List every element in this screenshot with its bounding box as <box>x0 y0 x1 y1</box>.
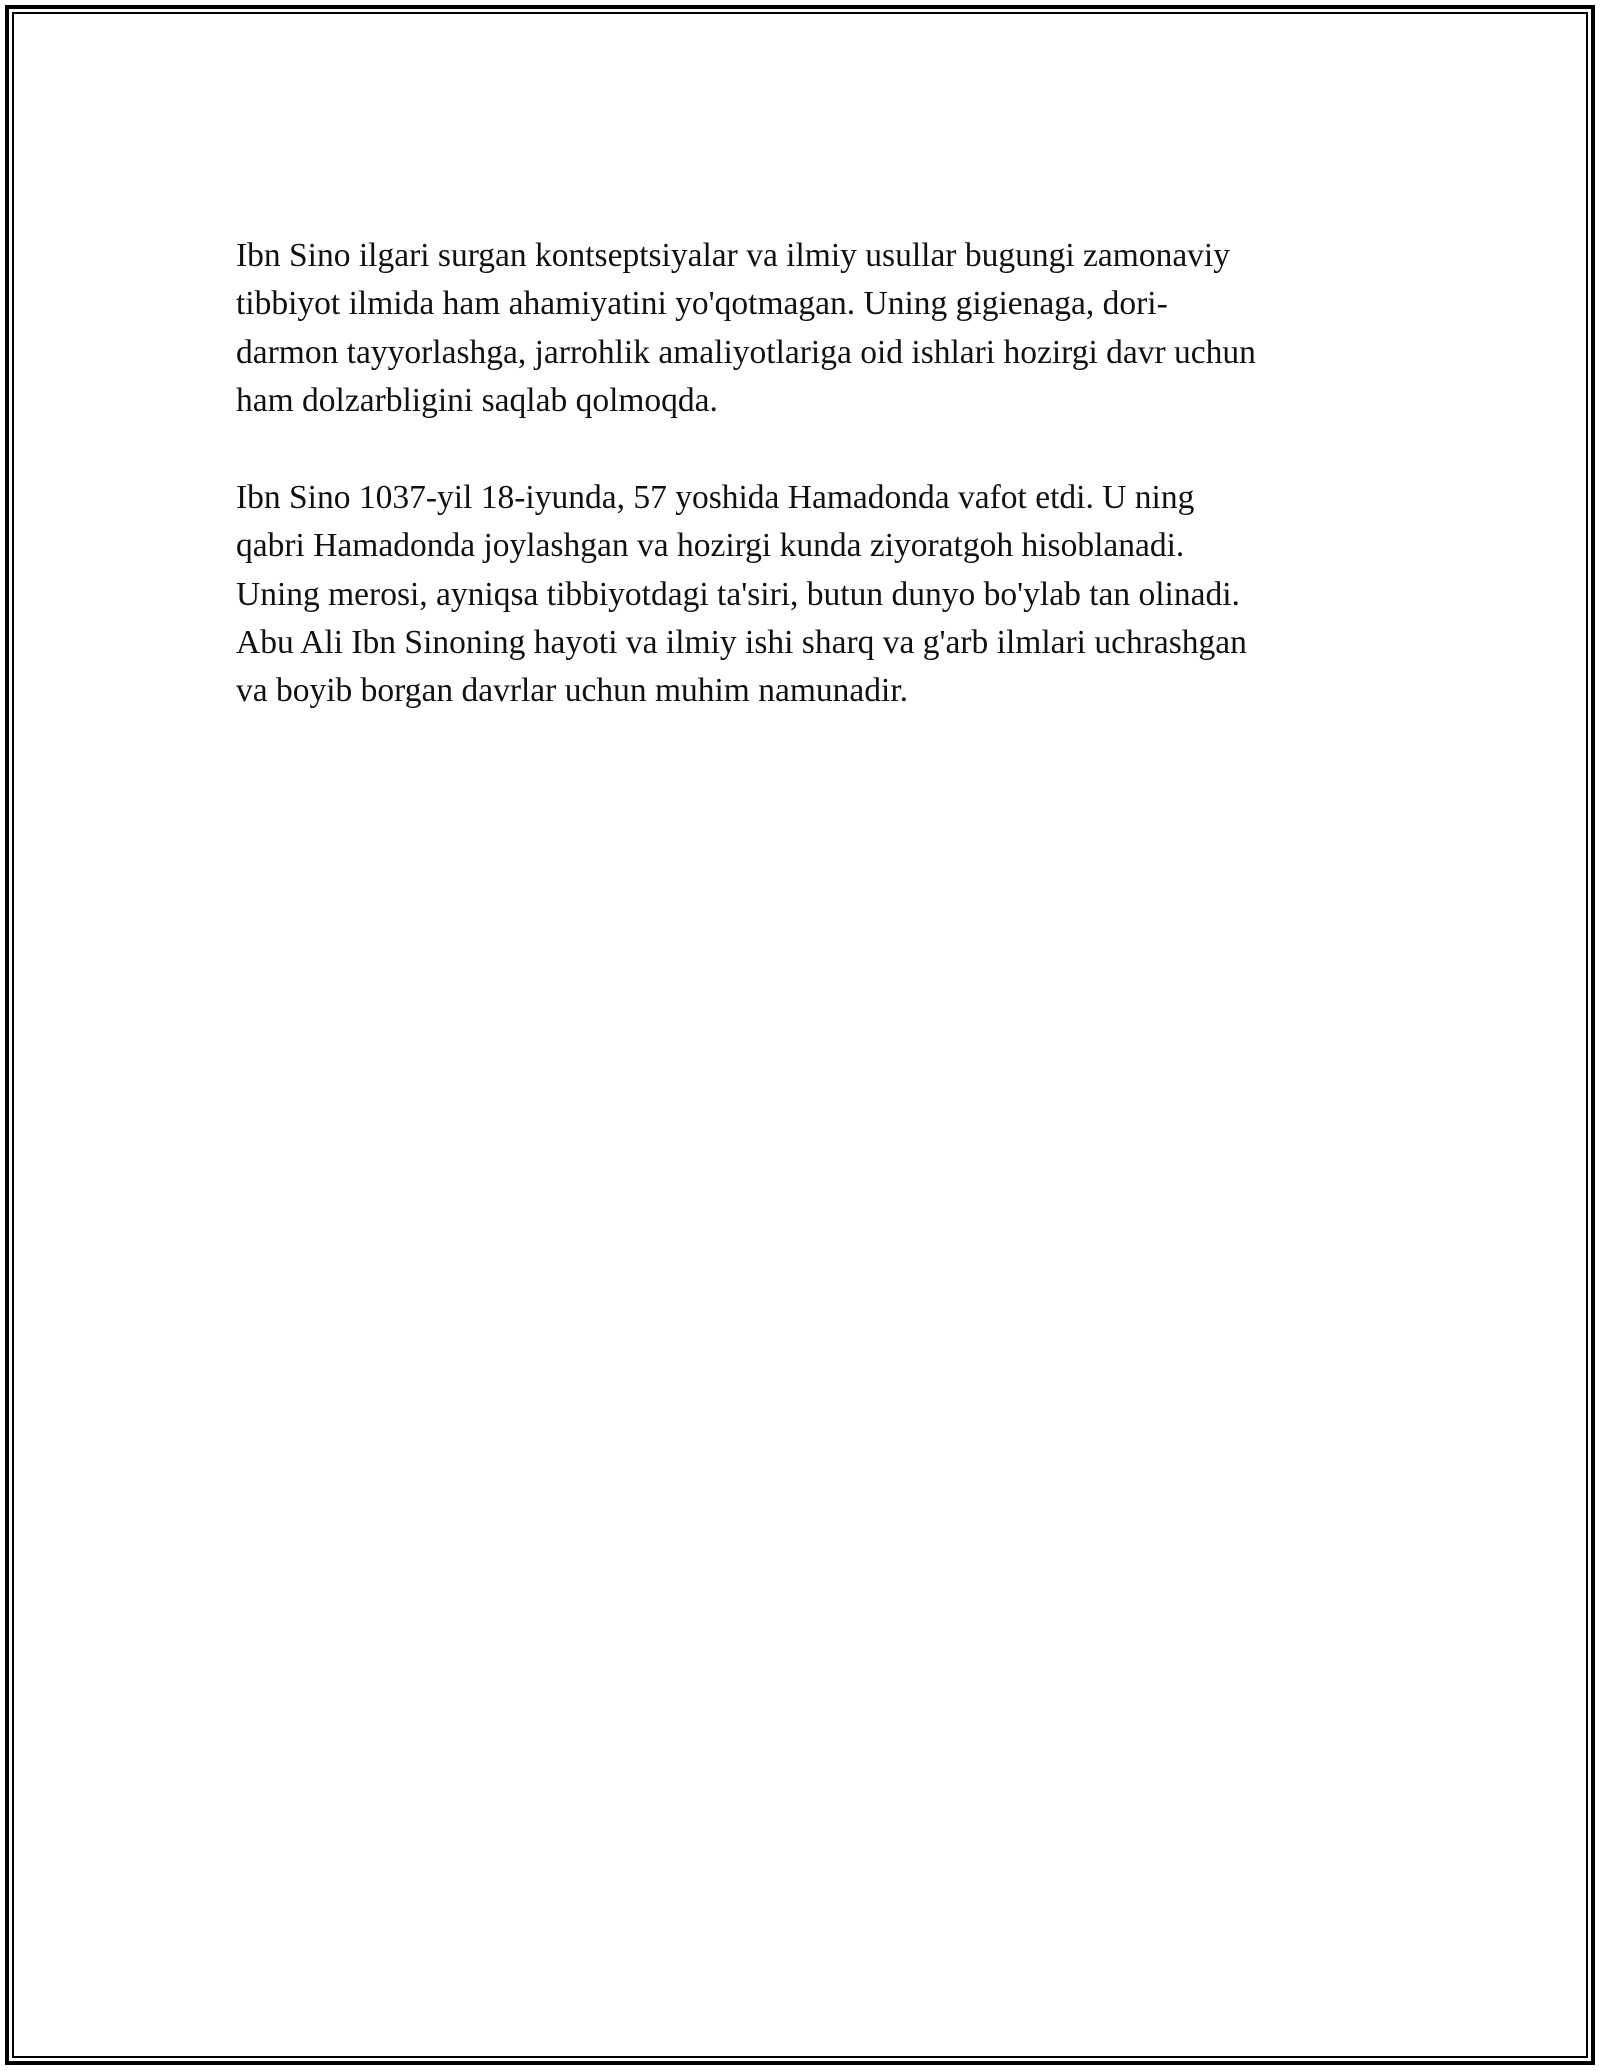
text-line: ham dolzarbligini saqlab qolmoqda. <box>236 381 718 419</box>
paragraph-legacy <box>236 232 1366 425</box>
text-line: darmon tayyorlashga, jarrohlik amaliyotlariga oid ishlari hozirgi davr uchun <box>236 333 1256 371</box>
text-line: tibbiyot ilmida ham ahamiyatini yo'qotmagan. Uning gigienaga, dori- <box>236 285 1168 323</box>
text-line: va boyib borgan davrlar uchun muhim namunadir. <box>236 672 909 710</box>
paragraph-death-and-heritage <box>236 474 1366 715</box>
document-body <box>236 232 1366 765</box>
text-line: Ibn Sino 1037-yil 18-iyunda, 57 yoshida Hamadonda vafot etdi. U ning <box>236 479 1195 517</box>
text-line: Abu Ali Ibn Sinoning hayoti va ilmiy ishi sharq va g'arb ilmlari uchrashgan <box>236 624 1247 662</box>
text-line: Ibn Sino ilgari surgan kontseptsiyalar va ilmiy usullar bugungi zamonaviy <box>236 237 1230 274</box>
text-line: qabri Hamadonda joylashgan va hozirgi kunda ziyoratgoh hisoblanadi. <box>236 527 1185 565</box>
text-line: Uning merosi, ayniqsa tibbiyotdagi ta'siri, butun dunyo bo'ylab tan olinadi. <box>236 575 1240 613</box>
